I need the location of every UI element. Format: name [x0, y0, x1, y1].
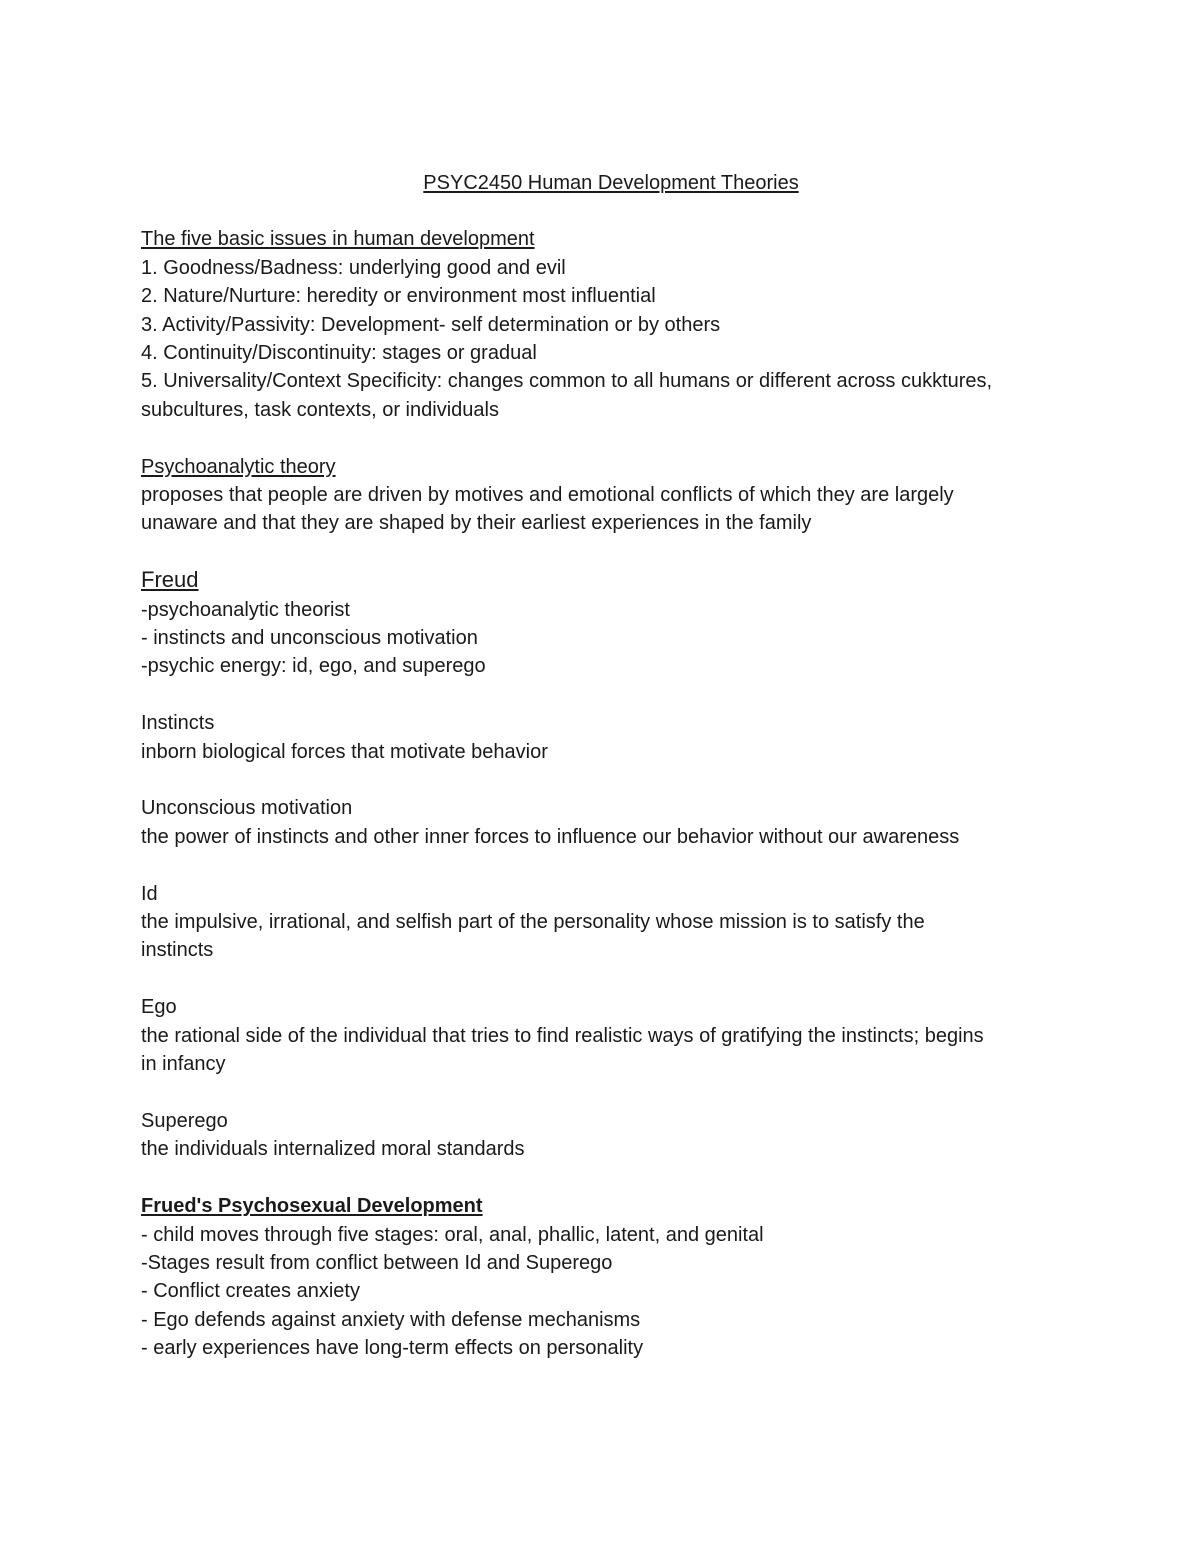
list-item: - instincts and unconscious motivation	[141, 627, 478, 650]
section-basic-issues	[141, 225, 1081, 424]
paragraph-line: unaware and that they are shaped by their earliest experiences in the family	[141, 512, 812, 535]
list-item-continuation: subcultures, task contexts, or individuals	[141, 398, 499, 421]
list-item: 5. Universality/Context Specificity: changes common to all humans or different across cukktures,	[141, 370, 993, 393]
term-definition: in infancy	[141, 1053, 226, 1076]
section-heading-psychoanalytic: Psychoanalytic theory	[141, 455, 336, 478]
list-item: 4. Continuity/Discontinuity: stages or gradual	[141, 342, 537, 365]
list-item: 2. Nature/Nurture: heredity or environment most influential	[141, 285, 656, 308]
term-unconscious-motivation	[141, 794, 1081, 851]
list-item: 3. Activity/Passivity: Development- self determination or by others	[141, 313, 721, 336]
term-definition: the individuals internalized moral standards	[141, 1138, 525, 1161]
section-psychosexual-development	[141, 1192, 1081, 1362]
term-title: Ego	[141, 996, 177, 1019]
page-title: PSYC2450 Human Development Theories	[423, 172, 799, 194]
section-heading-freud: Freud	[141, 567, 199, 593]
term-instincts	[141, 709, 1081, 766]
list-item: - child moves through five stages: oral, anal, phallic, latent, and genital	[141, 1223, 764, 1246]
term-definition: the impulsive, irrational, and selfish part of the personality whose mission is to satisfy the	[141, 911, 925, 934]
document-body	[141, 169, 1081, 1363]
term-definition: inborn biological forces that motivate behavior	[141, 740, 548, 763]
section-freud	[141, 566, 1081, 681]
section-psychoanalytic-theory	[141, 453, 1081, 538]
list-item: -psychic energy: id, ego, and superego	[141, 655, 486, 678]
section-heading-basic-issues: The five basic issues in human development	[141, 228, 535, 251]
term-superego	[141, 1107, 1081, 1164]
term-title: Instincts	[141, 712, 215, 735]
term-ego	[141, 993, 1081, 1078]
list-item: -psychoanalytic theorist	[141, 598, 350, 621]
term-definition: the rational side of the individual that tries to find realistic ways of gratifying the instincts; begins	[141, 1024, 984, 1047]
list-item: - Ego defends against anxiety with defense mechanisms	[141, 1308, 641, 1331]
section-heading-psychosexual: Frued's Psychosexual Development	[141, 1195, 483, 1218]
term-title: Unconscious motivation	[141, 797, 353, 820]
list-item: 1. Goodness/Badness: underlying good and evil	[141, 256, 566, 279]
list-item: - Conflict creates anxiety	[141, 1280, 360, 1303]
term-title: Id	[141, 882, 158, 905]
list-item: -Stages result from conflict between Id and Superego	[141, 1251, 613, 1274]
list-item: - early experiences have long-term effects on personality	[141, 1337, 644, 1360]
term-definition: the power of instincts and other inner forces to influence our behavior without our awareness	[141, 825, 960, 848]
term-id	[141, 880, 1081, 965]
term-definition: instincts	[141, 939, 214, 962]
term-title: Superego	[141, 1109, 228, 1132]
paragraph-line: proposes that people are driven by motives and emotional conflicts of which they are largely	[141, 484, 954, 507]
